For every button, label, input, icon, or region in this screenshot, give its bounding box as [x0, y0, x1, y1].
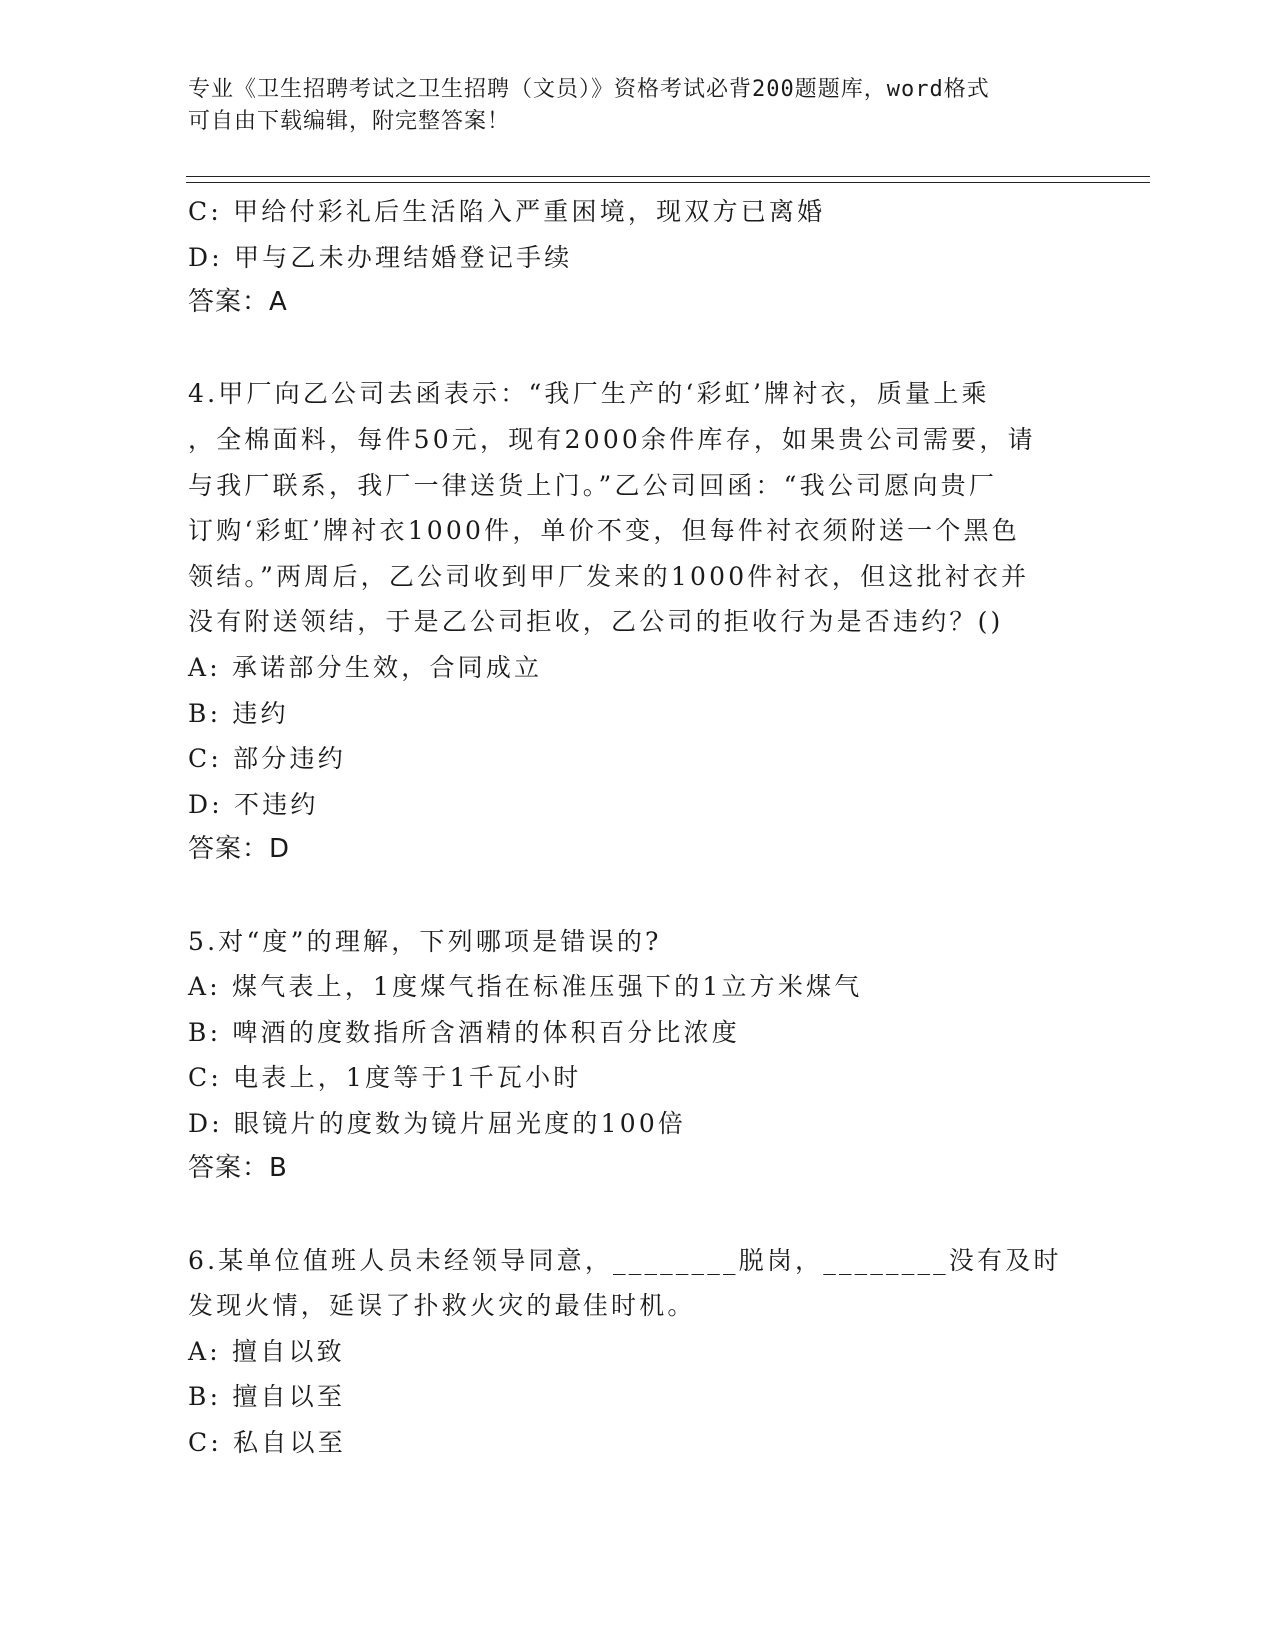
- q4-stem-line: 领结。”两周后，乙公司收到甲厂发来的1000件衬衣，但这批衬衣并: [188, 561, 1030, 591]
- q5-answer: 答案：B: [188, 1153, 288, 1184]
- q3-option-c: C: 甲给付彩礼后生活陷入严重困境，现双方已离婚: [188, 197, 826, 226]
- header-divider-top: [186, 176, 1150, 177]
- q6-stem-line: 6.某单位值班人员未经领导同意，________脱岗，________没有及时: [188, 1245, 1062, 1275]
- q3-answer: 答案：A: [188, 287, 288, 318]
- question-5: [188, 919, 1088, 1193]
- q3-option-d: D: 甲与乙未办理结婚登记手续: [188, 242, 573, 272]
- header-line-2: 可自由下载编辑，附完整答案！: [188, 109, 511, 134]
- q4-option-d: D: 不违约: [188, 789, 319, 819]
- q4-stem-line: 与我厂联系，我厂一律送货上门。”乙公司回函：“我公司愿向贵厂: [188, 470, 998, 500]
- q4-answer: 答案：D: [188, 834, 291, 865]
- q6-option-a: A: 擅自以致: [188, 1336, 345, 1366]
- question-content: [188, 189, 1088, 1466]
- q5-option-b: B: 啤酒的度数指所含酒精的体积百分比浓度: [188, 1017, 740, 1047]
- q6-stem-line: 发现火情，延误了扑救火灾的最佳时机。: [188, 1291, 696, 1321]
- q4-stem-line: 订购‘彩虹’牌衬衣1000件，单价不变，但每件衬衣须附送一个黑色: [188, 516, 1020, 546]
- question-6: [188, 1238, 1088, 1466]
- question-4: [188, 371, 1088, 873]
- q5-option-a: A: 煤气表上，1度煤气指在标准压强下的1立方米煤气: [188, 972, 863, 1002]
- q5-option-c: C: 电表上，1度等于1千瓦小时: [188, 1063, 582, 1093]
- question-3-tail: [188, 189, 1088, 326]
- q4-stem-line: 4.甲厂向乙公司去函表示：“我厂生产的‘彩虹’牌衬衣，质量上乘: [188, 379, 990, 409]
- q6-option-b: B: 擅自以至: [188, 1382, 346, 1412]
- document-header: [188, 74, 1068, 138]
- header-line-1: 专业《卫生招聘考试之卫生招聘（文员）》资格考试必背200题题库，word格式: [188, 77, 990, 102]
- header-divider-bottom: [186, 182, 1150, 183]
- q6-option-c: C: 私自以至: [188, 1428, 346, 1458]
- q5-option-d: D: 眼镜片的度数为镜片屈光度的100倍: [188, 1108, 687, 1138]
- q4-option-b: B: 违约: [188, 698, 289, 728]
- q4-option-a: A: 承诺部分生效，合同成立: [188, 652, 543, 682]
- q5-stem: 5.对“度”的理解，下列哪项是错误的?: [188, 926, 662, 956]
- q4-option-c: C: 部分违约: [188, 744, 346, 774]
- q4-stem-line: ，全棉面料，每件50元，现有2000余件库存，如果贵公司需要，请: [188, 424, 1036, 454]
- q4-stem-line: 没有附送领结，于是乙公司拒收，乙公司的拒收行为是否违约？(): [188, 607, 1004, 637]
